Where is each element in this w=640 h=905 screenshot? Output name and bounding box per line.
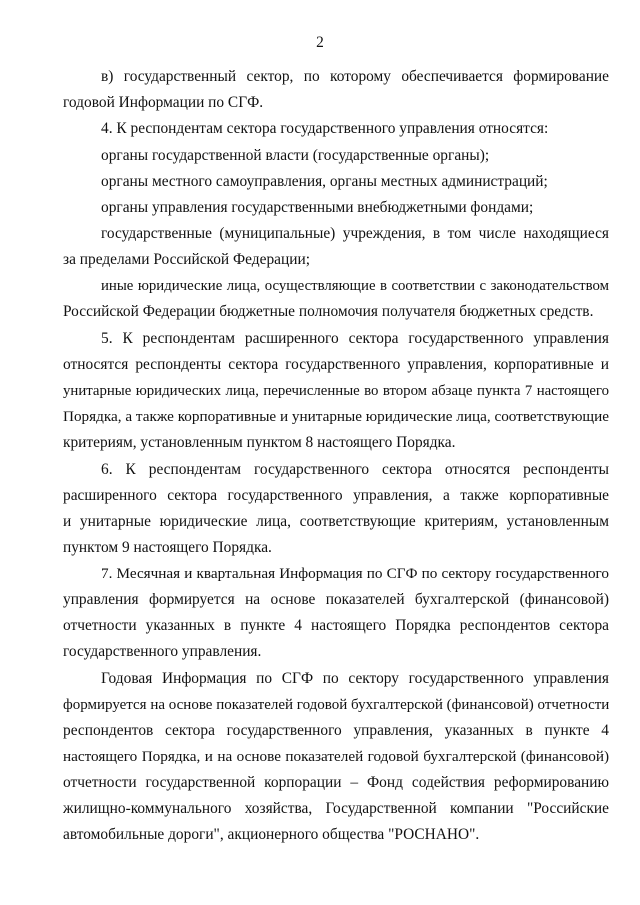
text-line: в) государственный сектор, по которому обеспечивается формирование <box>101 68 609 85</box>
text-line: расширенного сектора государственного управления, а также корпоративные <box>63 487 609 504</box>
text-line: критериям, установленным пунктом 8 настоящего Порядка. <box>63 434 456 451</box>
page-number: 2 <box>316 34 324 51</box>
text-line: управления формируется на основе показателей бухгалтерской (финансовой) <box>63 591 609 608</box>
text-line: автомобильные дороги", акционерного общества "РОСНАНО". <box>63 826 480 843</box>
text-line: годовой Информации по СГФ. <box>63 94 264 111</box>
text-line: формируется на основе показателей годовой бухгалтерской (финансовой) отчетности <box>63 697 610 713</box>
text-line: пунктом 9 настоящего Порядка. <box>63 539 272 556</box>
text-line: Порядка, а также корпоративные и унитарные юридические лица, соответствующие <box>63 408 609 425</box>
text-line: государственного управления. <box>63 643 262 660</box>
text-line: отчетности указанных в пункте 4 настоящего Порядка респондентов сектора <box>63 617 609 634</box>
text-line: иные юридические лица, осуществляющие в соответствии с законодательством <box>101 278 609 294</box>
text-line: государственные (муниципальные) учреждения, в том числе находящиеся <box>101 225 609 242</box>
text-line: отчетности государственной корпорации – Фонд содействия реформированию <box>63 774 609 791</box>
text-line: 5. К респондентам расширенного сектора государственного управления <box>101 330 609 347</box>
text-line: настоящего Порядка, и на основе показателей годовой бухгалтерской (финансовой) <box>63 748 609 765</box>
text-line: органы управления государственными внебюджетными фондами; <box>101 199 534 216</box>
text-line: и унитарные юридические лица, соответствующие критериям, установленным <box>63 513 609 530</box>
text-line: Годовая Информация по СГФ по сектору государственного управления <box>101 670 609 687</box>
text-line: органы местного самоуправления, органы местных администраций; <box>101 173 548 190</box>
text-line: жилищно-коммунального хозяйства, Государственной компании "Российские <box>63 800 609 817</box>
text-line: 7. Месячная и квартальная Информация по СГФ по сектору государственного <box>101 565 609 582</box>
text-line: органы государственной власти (государственные органы); <box>101 147 490 164</box>
text-line: 6. К респондентам государственного сектора относятся респонденты <box>101 461 609 478</box>
text-line: унитарные юридических лица, перечисленные во втором абзаце пункта 7 настоящего <box>63 383 609 399</box>
text-line: респондентов сектора государственного управления, указанных в пункте 4 <box>63 722 609 739</box>
text-line: за пределами Российской Федерации; <box>63 251 310 268</box>
text-line: относятся респонденты сектора государственного управления, корпоративные и <box>63 356 609 373</box>
text-line: Российской Федерации бюджетные полномочия получателя бюджетных средств. <box>63 303 594 320</box>
text-line: 4. К респондентам сектора государственного управления относятся: <box>101 120 549 137</box>
